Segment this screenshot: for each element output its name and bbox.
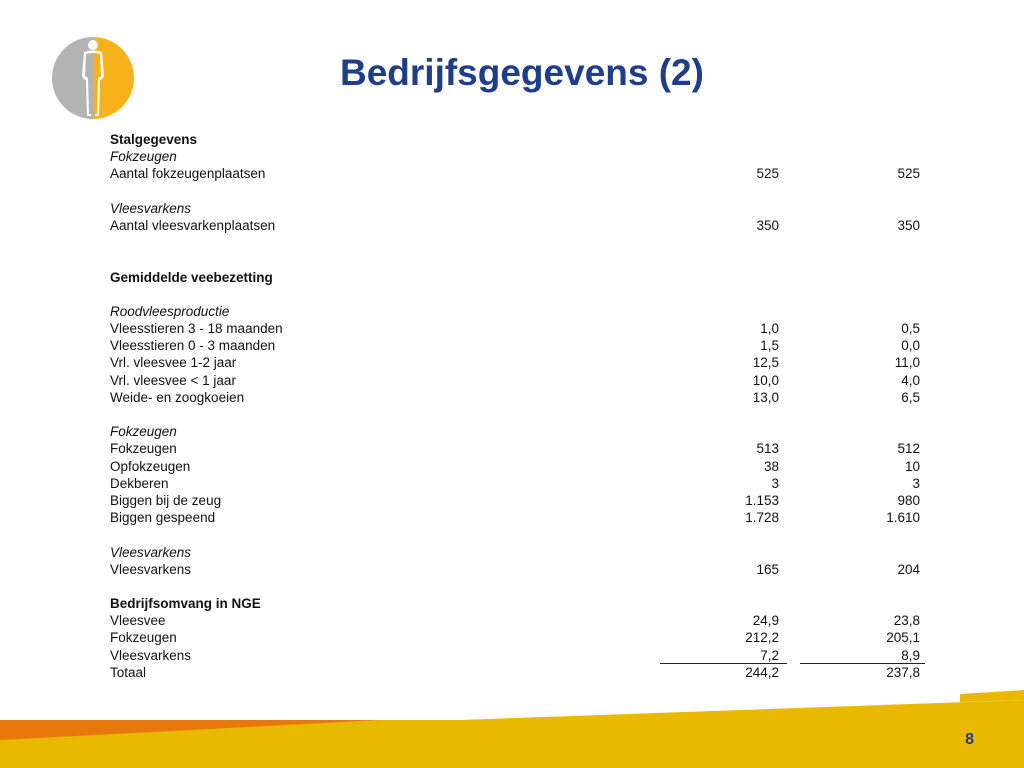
table-spacer <box>110 183 930 200</box>
row-label: Vleesvarkens <box>110 647 192 663</box>
value-column-2: 1.610 <box>886 510 920 526</box>
row-label: Biggen gespeend <box>110 510 216 526</box>
total-row <box>110 664 930 681</box>
table-row <box>110 372 930 389</box>
table-row <box>110 320 930 337</box>
value-column-2: 525 <box>897 166 920 182</box>
row-label: Vleesvarkens <box>110 544 192 560</box>
section-heading <box>110 131 930 148</box>
row-label: Stalgegevens <box>110 132 198 147</box>
value-column-1: 1.153 <box>745 492 779 508</box>
table-spacer <box>110 578 930 595</box>
value-column-1: 350 <box>756 217 779 233</box>
value-column-2: 3 <box>912 475 920 491</box>
logo-person-icon <box>50 36 136 120</box>
table-row <box>110 389 930 406</box>
value-column-2: 350 <box>897 217 920 233</box>
value-column-1: 12,5 <box>752 355 779 371</box>
value-column-1: 1,0 <box>760 321 779 337</box>
row-label: Vleesvarkens <box>110 561 192 577</box>
value-column-2: 980 <box>897 492 920 508</box>
row-label: Bedrijfsomvang in NGE <box>110 596 261 612</box>
row-label: Vrl. vleesvee 1-2 jaar <box>110 355 237 371</box>
row-label: Fokzeugen <box>110 630 177 646</box>
table-row <box>110 492 930 509</box>
row-label: Vrl. vleesvee < 1 jaar <box>110 372 236 388</box>
row-label: Fokzeugen <box>110 149 177 165</box>
table-row <box>110 629 930 646</box>
slide-title: Bedrijfsgegevens (2) <box>340 52 704 93</box>
table-row <box>110 475 930 492</box>
row-label: Aantal vleesvarkenplaatsen <box>110 217 276 233</box>
farm-data-table <box>110 131 930 681</box>
row-label: Vleesstieren 3 - 18 maanden <box>110 321 283 337</box>
subsection-heading <box>110 544 930 561</box>
table-row <box>110 440 930 457</box>
value-column-2: 512 <box>897 441 920 457</box>
value-column-2: 6,5 <box>901 389 920 405</box>
section-heading <box>110 269 930 286</box>
table-row <box>110 354 930 371</box>
footer-swoosh <box>0 680 1024 768</box>
value-column-2: 0,0 <box>901 338 920 354</box>
table-row <box>110 458 930 475</box>
section-heading <box>110 595 930 612</box>
table-spacer <box>110 234 930 268</box>
value-column-1: 165 <box>756 561 779 577</box>
row-label: Vleesvarkens <box>110 200 192 216</box>
row-label: Aantal fokzeugenplaatsen <box>110 166 266 182</box>
row-label: Vleesvee <box>110 613 166 629</box>
page-number: 8 <box>965 731 974 748</box>
table-row <box>110 561 930 578</box>
value-column-2: 8,9 <box>901 647 920 663</box>
value-column-1: 1,5 <box>760 338 779 354</box>
value-column-1: 525 <box>756 166 779 182</box>
row-label: Totaal <box>110 664 147 680</box>
value-column-1: 1.728 <box>745 510 779 526</box>
value-column-2: 237,8 <box>886 664 920 680</box>
row-label: Roodvleesproductie <box>110 303 230 319</box>
value-column-1: 13,0 <box>752 389 779 405</box>
company-logo <box>50 36 136 120</box>
value-column-2: 204 <box>897 561 920 577</box>
table-row <box>110 165 930 182</box>
value-column-1: 244,2 <box>745 664 779 680</box>
table-spacer <box>110 406 930 423</box>
value-column-1: 212,2 <box>745 630 779 646</box>
table-spacer <box>110 286 930 303</box>
value-column-2: 10 <box>904 458 920 474</box>
sum-line-column-2 <box>800 663 925 665</box>
value-column-2: 4,0 <box>901 372 920 388</box>
subsection-heading <box>110 423 930 440</box>
value-column-1: 38 <box>763 458 779 474</box>
table-row <box>110 337 930 354</box>
table-spacer <box>110 526 930 543</box>
table-row <box>110 509 930 526</box>
row-label: Gemiddelde veebezetting <box>110 269 273 285</box>
value-column-1: 7,2 <box>760 647 779 663</box>
row-label: Biggen bij de zeug <box>110 492 222 508</box>
value-column-1: 24,9 <box>752 613 779 629</box>
table-row <box>110 612 930 629</box>
row-label: Fokzeugen <box>110 441 177 457</box>
sum-line-column-1 <box>660 663 787 665</box>
subsection-heading <box>110 303 930 320</box>
table-row <box>110 647 930 664</box>
value-column-2: 11,0 <box>894 355 920 371</box>
table-row <box>110 217 930 234</box>
subsection-heading <box>110 200 930 217</box>
value-column-1: 513 <box>756 441 779 457</box>
value-column-1: 3 <box>771 475 779 491</box>
row-label: Dekberen <box>110 475 169 491</box>
row-label: Weide- en zoogkoeien <box>110 389 245 405</box>
value-column-2: 205,1 <box>886 630 920 646</box>
row-label: Opfokzeugen <box>110 458 191 474</box>
row-label: Vleesstieren 0 - 3 maanden <box>110 338 276 354</box>
value-column-1: 10,0 <box>752 372 779 388</box>
row-label: Fokzeugen <box>110 424 177 440</box>
value-column-2: 0,5 <box>901 321 920 337</box>
subsection-heading <box>110 148 930 165</box>
value-column-2: 23,8 <box>893 613 920 629</box>
